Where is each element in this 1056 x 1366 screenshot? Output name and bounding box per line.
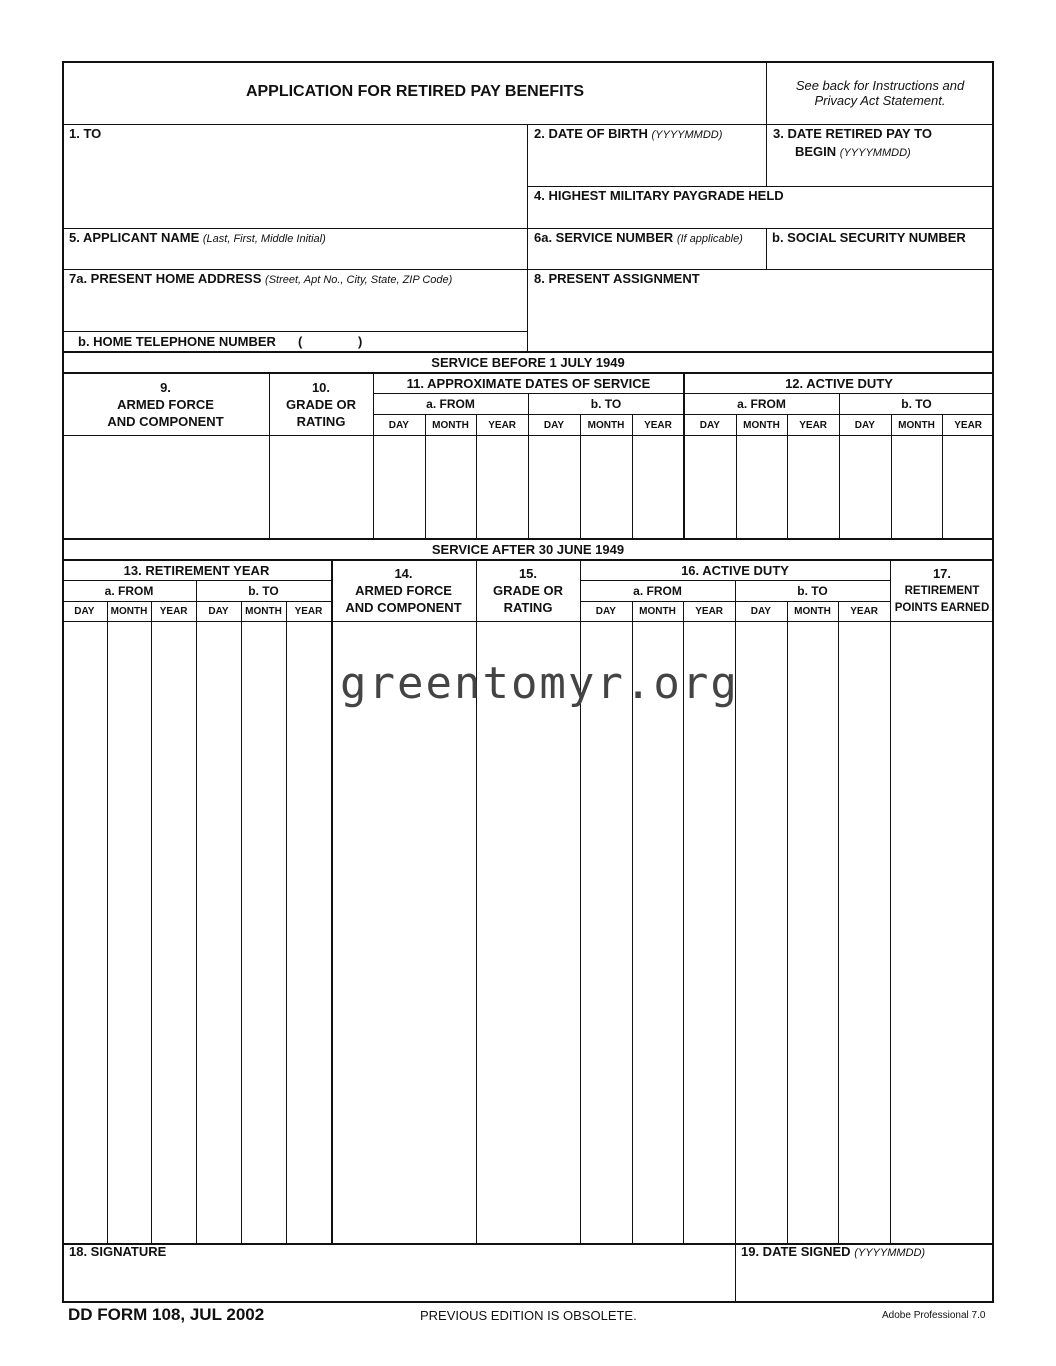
divider [942, 414, 943, 538]
date-part-month-label: MONTH [794, 606, 831, 617]
divider [62, 372, 994, 374]
divider [527, 228, 528, 352]
date-part-year-label: YEAR [294, 606, 323, 617]
date-part-month-label: MONTH [110, 606, 148, 617]
date-part-year-label: YEAR [954, 420, 983, 431]
col17-label-1: RETIREMENT [904, 585, 980, 597]
service-number-label: 6a. SERVICE NUMBER (If applicable) [534, 230, 743, 245]
divider [62, 538, 994, 540]
col9-number: 9. [160, 380, 171, 395]
date-part-day-label: DAY [595, 606, 616, 617]
divider [476, 414, 477, 538]
col12-to-label: b. TO [901, 397, 932, 411]
date-part-year-label: YEAR [695, 606, 724, 617]
to-field-label: 1. TO [69, 126, 102, 141]
dob-field-label: 2. DATE OF BIRTH (YYYYMMDD) [534, 126, 723, 141]
instructions-note-line1: See back for Instructions and [795, 78, 965, 93]
date-part-year-label: YEAR [488, 420, 517, 431]
service-before-header: SERVICE BEFORE 1 JULY 1949 [431, 355, 625, 370]
date-part-month-label: MONTH [245, 606, 282, 617]
date-part-day-label: DAY [854, 420, 875, 431]
form-title: APPLICATION FOR RETIRED PAY BENEFITS [245, 83, 585, 100]
divider [62, 621, 994, 622]
col13-header: 13. RETIREMENT YEAR [123, 563, 270, 578]
software-note: Adobe Professional 7.0 [882, 1310, 986, 1321]
col14-label-1: ARMED FORCE [355, 583, 452, 598]
col15-label-1: GRADE OR [492, 583, 564, 598]
divider [62, 269, 994, 270]
date-part-month-label: MONTH [587, 420, 625, 431]
col17-label-2: POINTS EARNED [894, 602, 990, 614]
divider [62, 124, 994, 125]
date-part-year-label: YEAR [159, 606, 188, 617]
retired-pay-begin-label: 3. DATE RETIRED PAY TO [773, 126, 932, 141]
col14-label-2: AND COMPONENT [345, 600, 462, 615]
divider [787, 414, 788, 538]
col11-from-label: a. FROM [426, 397, 475, 411]
divider [62, 559, 994, 561]
col15-label-2: RATING [503, 600, 553, 615]
divider [62, 228, 994, 229]
col11-to-label: b. TO [590, 397, 622, 411]
divider [62, 331, 527, 332]
date-signed-label: 19. DATE SIGNED (YYYYMMDD) [741, 1244, 926, 1259]
divider [839, 393, 840, 538]
phone-paren-close: ) [358, 334, 363, 349]
paygrade-field-label: 4. HIGHEST MILITARY PAYGRADE HELD [534, 188, 784, 203]
col10-label-1: GRADE OR [285, 397, 357, 412]
divider [528, 393, 529, 538]
col17-number: 17. [932, 566, 952, 581]
divider [683, 372, 685, 538]
col13-from-label: a. FROM [104, 584, 154, 598]
col10-number: 10. [311, 380, 331, 395]
date-part-month-label: MONTH [432, 420, 469, 431]
col16-header: 16. ACTIVE DUTY [681, 563, 789, 578]
date-part-year-label: YEAR [799, 420, 828, 431]
divider [425, 414, 426, 538]
instructions-note-line2: Privacy Act Statement. [814, 93, 946, 108]
col12-from-label: a. FROM [737, 397, 786, 411]
form-id: DD FORM 108, JUL 2002 [68, 1305, 265, 1324]
divider [331, 559, 333, 1243]
col9-label-1: ARMED FORCE [117, 397, 214, 412]
present-assignment-label: 8. PRESENT ASSIGNMENT [534, 271, 700, 286]
divider [580, 414, 581, 538]
col9-label-2: AND COMPONENT [107, 414, 224, 429]
date-part-day-label: DAY [74, 606, 95, 617]
date-part-day-label: DAY [543, 420, 565, 431]
applicant-name-label: 5. APPLICANT NAME (Last, First, Middle Initial) [69, 230, 326, 245]
divider [766, 228, 767, 269]
ssn-label: b. SOCIAL SECURITY NUMBER [772, 230, 966, 245]
phone-paren-open: ( [298, 334, 303, 349]
divider [890, 559, 891, 1243]
divider [62, 351, 994, 353]
date-part-day-label: DAY [750, 606, 771, 617]
divider [891, 414, 892, 538]
divider [838, 601, 839, 1243]
divider [735, 1243, 736, 1303]
divider [527, 124, 528, 228]
date-part-month-label: MONTH [639, 606, 676, 617]
col12-header: 12. ACTIVE DUTY [785, 376, 893, 391]
divider [787, 601, 788, 1243]
divider [286, 601, 287, 1243]
col14-number: 14. [394, 566, 413, 581]
service-after-header: SERVICE AFTER 30 JUNE 1949 [431, 542, 625, 557]
divider [241, 601, 242, 1243]
signature-label: 18. SIGNATURE [69, 1244, 167, 1259]
divider [373, 372, 374, 538]
col13-to-label: b. TO [248, 584, 279, 598]
retired-pay-begin-label-2: BEGIN (YYYYMMDD) [795, 144, 911, 159]
date-part-year-label: YEAR [850, 606, 879, 617]
divider [269, 372, 270, 538]
home-address-label: 7a. PRESENT HOME ADDRESS (Street, Apt No., City, State, ZIP Code) [69, 271, 453, 286]
divider [196, 580, 197, 1243]
col16-from-label: a. FROM [633, 584, 682, 598]
divider [151, 601, 152, 1243]
date-part-year-label: YEAR [644, 420, 672, 431]
col16-to-label: b. TO [797, 584, 828, 598]
date-part-day-label: DAY [208, 606, 229, 617]
divider [107, 601, 108, 1243]
edition-note: PREVIOUS EDITION IS OBSOLETE. [420, 1308, 637, 1323]
date-part-month-label: MONTH [743, 420, 780, 431]
col15-number: 15. [518, 566, 538, 581]
watermark-text: greentomyr.org [340, 658, 739, 709]
col10-label-2: RATING [296, 414, 346, 429]
home-phone-label: b. HOME TELEPHONE NUMBER [78, 334, 276, 349]
date-part-day-label: DAY [388, 420, 409, 431]
divider [736, 414, 737, 538]
date-part-day-label: DAY [699, 420, 720, 431]
col11-header: 11. APPROXIMATE DATES OF SERVICE [406, 376, 651, 391]
date-part-month-label: MONTH [898, 420, 935, 431]
divider [632, 414, 633, 538]
divider [527, 186, 994, 187]
